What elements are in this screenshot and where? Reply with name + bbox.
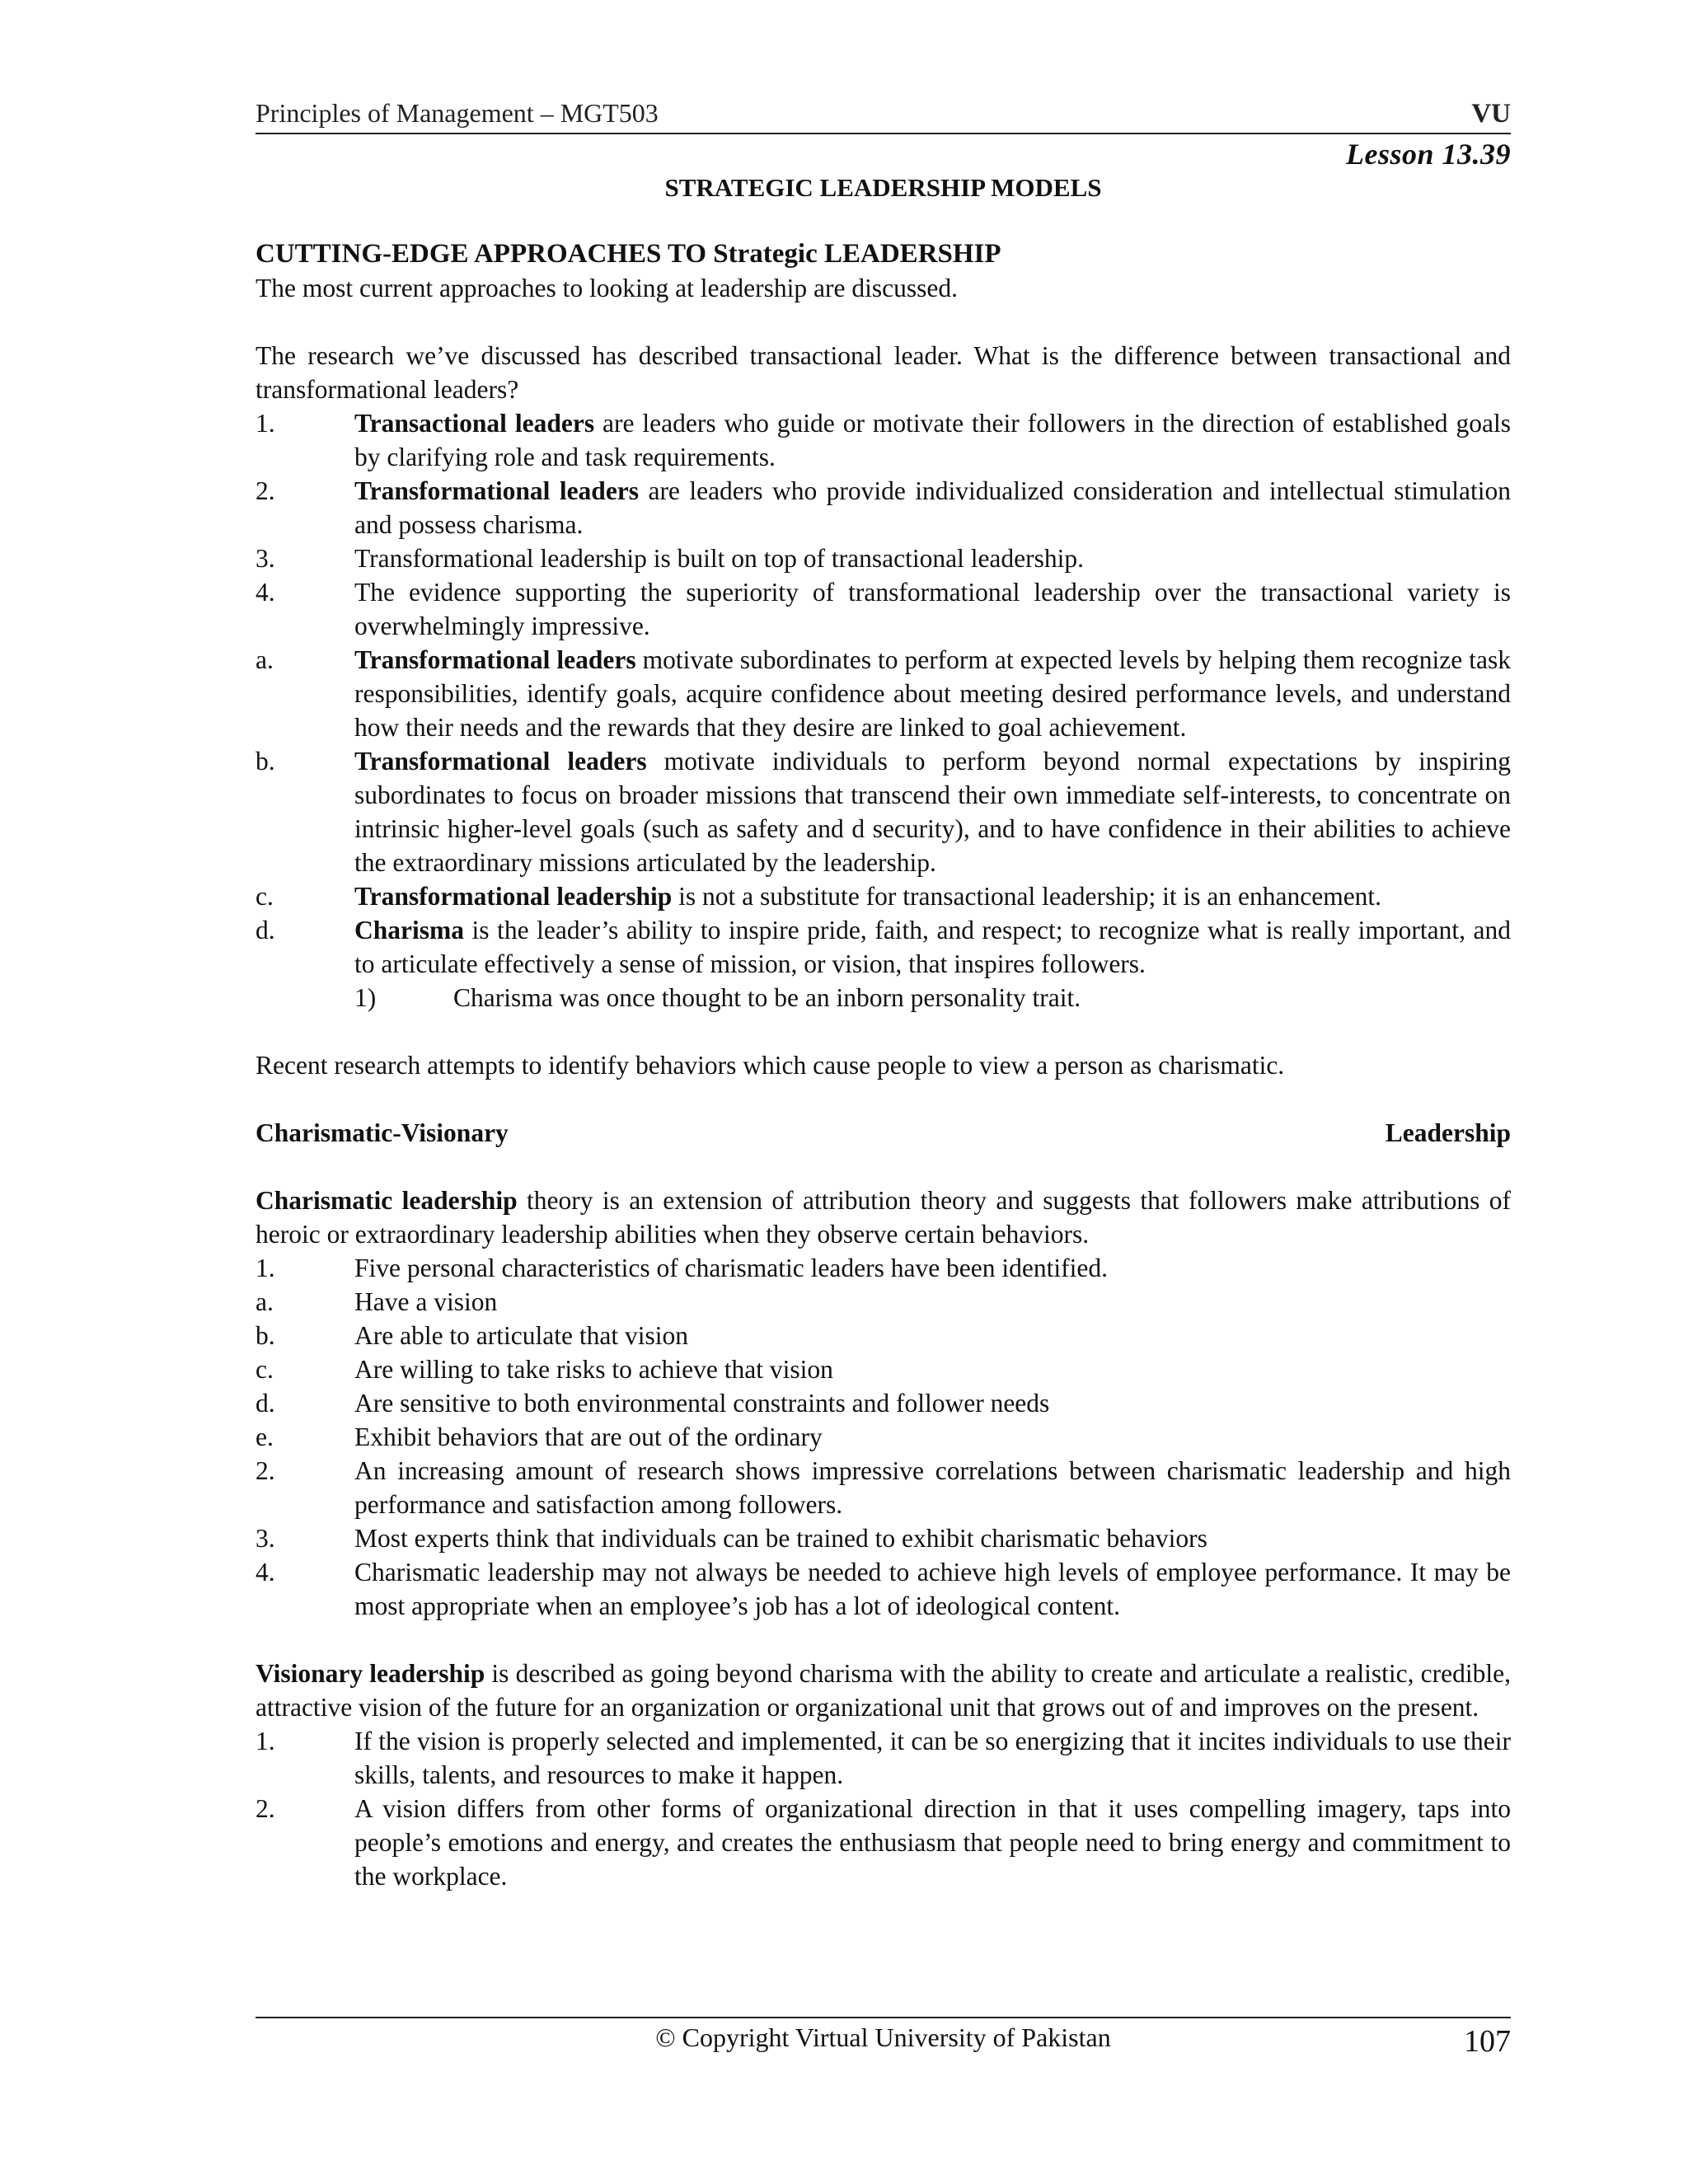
list-item: 3. Most experts think that individuals can be trained to exhibit charismatic behaviors (256, 1524, 1207, 1553)
list-item: a. Transformational leaders motivate subordinates to perform at expected levels by helping them recognize task responsibilities, identify goals, acquire confidence about meeting desired performance levels, and understand how their needs and the rewards that they desire are linked to goal achievement. (256, 645, 1511, 742)
sub-list-item: 1) Charisma was once thought to be an inborn personality trait. (354, 983, 1081, 1012)
list-item: a. Have a vision (256, 1287, 498, 1316)
list-item: 2. Transformational leaders are leaders who provide individualized consideration and intellectual stimulation and possess charisma. (256, 476, 1511, 539)
footer-rule (256, 2017, 1511, 2018)
section-heading-charismatic-visionary: Charismatic-Visionary Leadership (256, 1118, 1511, 1147)
list-item: c. Transformational leadership is not a substitute for transactional leadership; it is an enhancement. (256, 882, 1382, 911)
footer-copyright: © Copyright Virtual University of Pakistan (655, 2022, 1111, 2052)
page-title: STRATEGIC LEADERSHIP MODELS (664, 173, 1102, 202)
list-item: 2. A vision differs from other forms of organizational direction in that it uses compelling imagery, taps into people’s emotions and energy, and creates the enthusiasm that people need to bring energy and commitment to the workplace. (256, 1794, 1511, 1891)
list-item: 1. If the vision is properly selected and implemented, it can be so energizing that it incites individuals to use their skills, talents, and resources to make it happen. (256, 1727, 1511, 1789)
list-item: 4. Charismatic leadership may not always be needed to achieve high levels of employee performance. It may be most appropriate when an employee’s job has a lot of ideological content. (256, 1558, 1511, 1620)
charismatic-intro: Charismatic leadership theory is an extension of attribution theory and suggests that followers make attributions of heroic or extraordinary leadership abilities when they observe certain behaviors. (256, 1186, 1511, 1249)
list-item: d. Charisma is the leader’s ability to inspire pride, faith, and respect; to recognize what is really important, and to articulate effectively a sense of mission, or vision, that inspires followers. (256, 916, 1511, 978)
section1-closing: Recent research attempts to identify behaviors which cause people to view a person as charismatic. (256, 1051, 1285, 1080)
header-rule (256, 133, 1511, 134)
visionary-intro: Visionary leadership is described as going beyond charisma with the ability to create and articulate a realistic, credible, attractive vision of the future for an organization or organizational unit that grows out of and improves on the present. (256, 1659, 1511, 1722)
list-item: e. Exhibit behaviors that are out of the ordinary (256, 1422, 823, 1451)
section1-intro: The most current approaches to looking at leadership are discussed. (256, 274, 958, 302)
running-header (256, 96, 1511, 130)
course-title: Principles of Management – MGT503 (256, 98, 659, 128)
list-item: b. Transformational leaders motivate individuals to perform beyond normal expectations by inspiring subordinates to focus on broader missions that transcend their own immediate self-interests, to concentrate on intrinsic higher-level goals (such as safety and d security), and to have confidence in their abilities to achieve the extraordinary missions articulated by the leadership. (256, 747, 1511, 877)
list-item: c. Are willing to take risks to achieve that vision (256, 1355, 833, 1384)
institution-short: VU (1471, 99, 1511, 129)
list-item: b. Are able to articulate that vision (256, 1321, 688, 1350)
lesson-number: Lesson 13.39 (1345, 138, 1511, 171)
section-heading-cutting-edge: CUTTING-EDGE APPROACHES TO Strategic LEADERSHIP (256, 239, 1001, 269)
section1-question: The research we’ve discussed has described transactional leader. What is the difference between transactional and transformational leaders? (256, 341, 1511, 404)
list-item: d. Are sensitive to both environmental constraints and follower needs (256, 1389, 1050, 1418)
list-item: 4. The evidence supporting the superiority of transformational leadership over the transactional variety is overwhelmingly impressive. (256, 578, 1511, 640)
page-number: 107 (1464, 2024, 1511, 2059)
list-item: 2. An increasing amount of research shows impressive correlations between charismatic leadership and high performance and satisfaction among followers. (256, 1456, 1511, 1519)
main-content (256, 237, 1511, 1893)
list-item: 3. Transformational leadership is built on top of transactional leadership. (256, 544, 1085, 573)
list-item: 1. Transactional leaders are leaders who guide or motivate their followers in the direction of established goals by clarifying role and task requirements. (256, 409, 1511, 471)
list-item: 1. Five personal characteristics of charismatic leaders have been identified. (256, 1254, 1108, 1282)
